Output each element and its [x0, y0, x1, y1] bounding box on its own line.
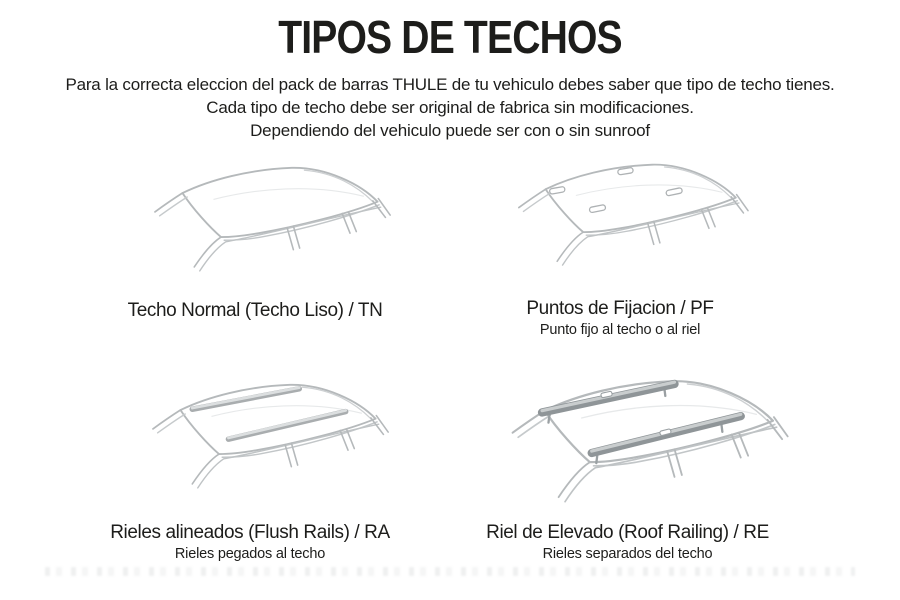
car-roof-normal-illustration: [139, 160, 399, 278]
car-roof-fixpoint-illustration: [503, 157, 757, 272]
intro-line: Cada tipo de techo debe ser original de fabrica sin modificaciones.: [206, 98, 694, 117]
roof-type-label-ra: Rieles alineados (Flush Rails) / RA: [110, 522, 390, 543]
roof-type-sublabel-pf: Punto fijo al techo o al riel: [539, 322, 701, 338]
roof-type-label-re: Riel de Elevado (Roof Railing) / RE: [486, 522, 769, 543]
roof-type-caption-re: [455, 522, 800, 563]
roof-type-sublabel-re: Rieles separados del techo: [542, 546, 713, 562]
car-roof-flushrails-illustration: [137, 377, 397, 495]
intro-line: Para la correcta eleccion del pack de barras THULE de tu vehiculo debes saber que tipo de techo tienes.: [65, 75, 835, 94]
roof-type-sublabel-ra: Rieles pegados al techo: [174, 546, 326, 562]
car-roof-railing-illustration: [494, 372, 798, 510]
roof-type-caption-pf: [450, 298, 790, 339]
bottom-artifact-noise: [45, 567, 855, 576]
intro-line: Dependiendo del vehiculo puede ser con o sin sunroof: [250, 121, 650, 140]
roof-type-label-pf: Puntos de Fijacion / PF: [526, 298, 714, 319]
roof-type-caption-ra: [55, 522, 445, 563]
roof-type-label-tn: Techo Normal (Techo Liso) / TN: [127, 300, 383, 321]
roof-type-caption-tn: [60, 300, 450, 321]
page-title: TIPOS DE TECHOS: [278, 11, 622, 63]
intro-text: [0, 73, 900, 142]
